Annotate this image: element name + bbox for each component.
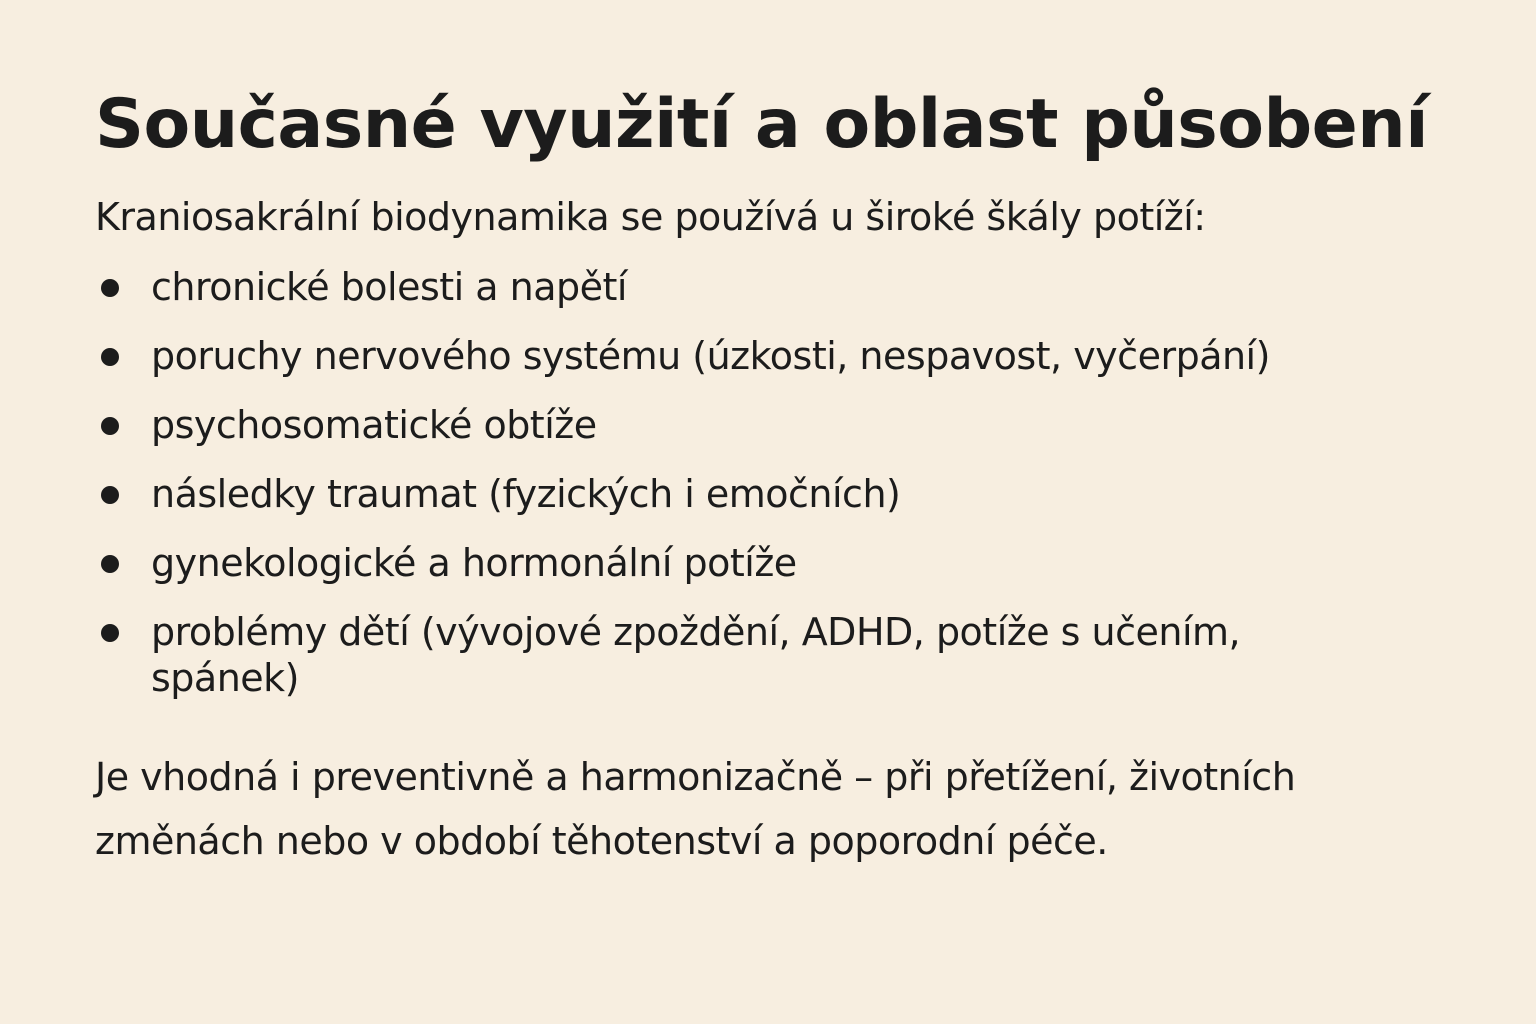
list-item-text: chronické bolesti a napětí [151,265,627,310]
list-item [95,402,1391,448]
list-item [95,471,1391,517]
bullet-dot-icon [101,417,119,435]
list-item [95,333,1391,379]
bullet-dot-icon [101,624,119,642]
closing-paragraph: Je vhodná i preventivně a harmonizačně – při přetížení, životních změnách nebo v období těhotenství a poporodní péče. [95,755,1296,864]
bullet-dot-icon [101,555,119,573]
conditions-list [95,264,1446,701]
list-item-text: gynekologické a hormonální potíže [151,541,797,586]
bullet-dot-icon [101,486,119,504]
list-item-text: problémy dětí (vývojové zpoždění, ADHD, potíže s učením, spánek) [151,610,1241,701]
list-item [95,609,1391,701]
list-item-text: poruchy nervového systému (úzkosti, nespavost, vyčerpání) [151,334,1270,379]
page-title: Současné využití a oblast působení [95,85,1429,164]
bullet-dot-icon [101,279,119,297]
list-item [95,540,1391,586]
list-item [95,264,1391,310]
list-item-text: následky traumat (fyzických i emočních) [151,472,901,517]
bullet-dot-icon [101,348,119,366]
list-item-text: psychosomatické obtíže [151,403,597,448]
intro-paragraph: Kraniosakrální biodynamika se používá u široké škály potíží: [95,194,1206,239]
